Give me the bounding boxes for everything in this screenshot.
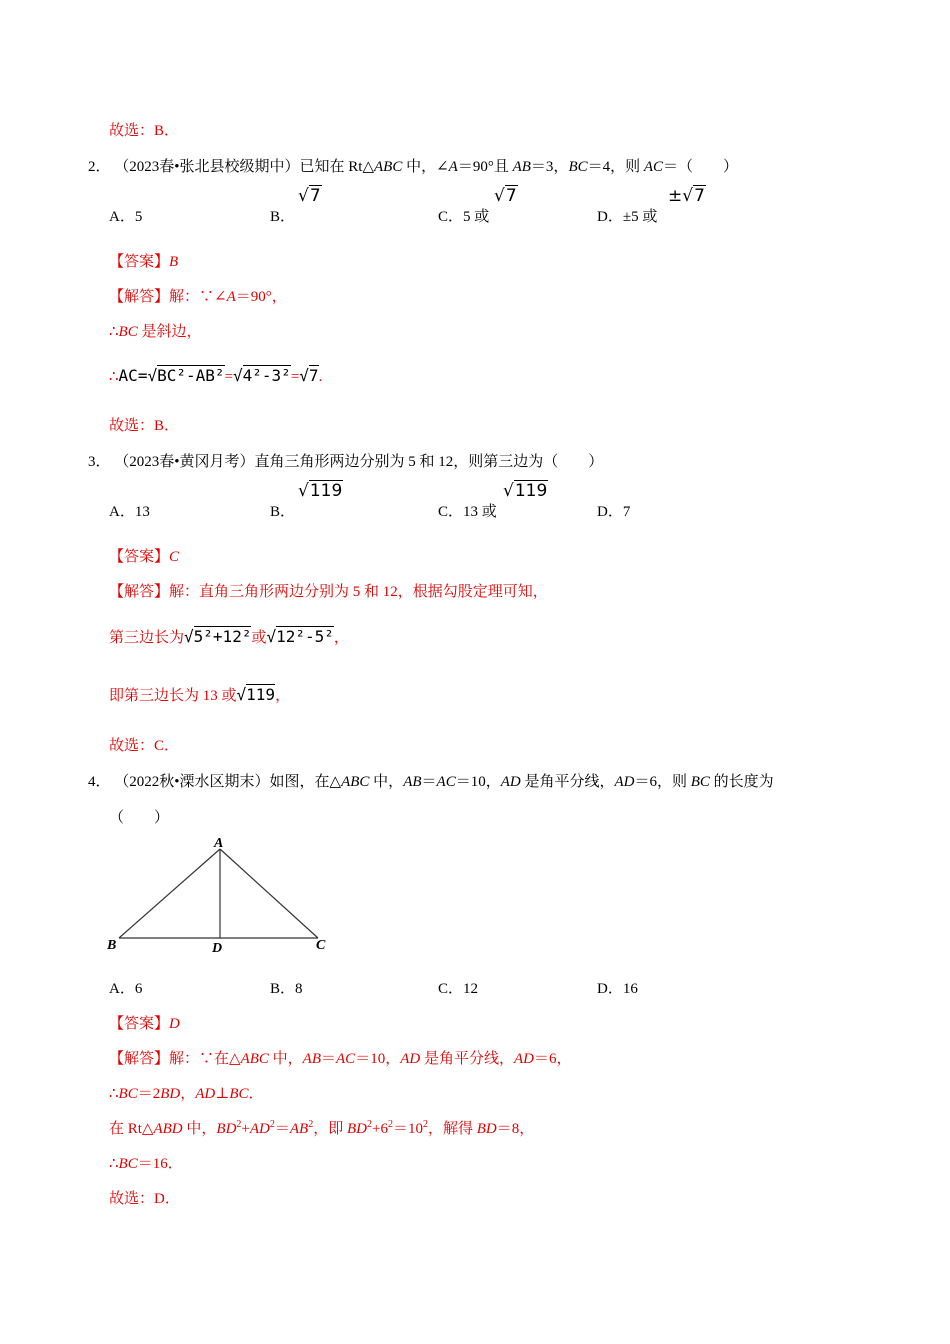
q2-source: （2023春•张北县校级期中） [114, 159, 300, 175]
label-c: C [316, 938, 326, 953]
q2-number: 2． [88, 159, 111, 175]
q4-option-c: C．12 [438, 981, 479, 997]
triangle-figure [100, 832, 340, 962]
q4-paren: （ ） [109, 810, 170, 826]
q3-analysis-2: 第三边长为√5²+12²或√12²-5²， [109, 627, 349, 646]
label-b: B [107, 938, 117, 953]
q4-analysis-4: ∴BC＝16． [109, 1156, 183, 1172]
q2-option-a: A．5 [109, 209, 143, 225]
q2-option-b-radical: √7 [298, 186, 321, 206]
q2-option-d-radical: ±√7 [668, 186, 705, 206]
label-a: A [214, 836, 224, 851]
q2-conclusion: 故选：B． [109, 418, 180, 434]
q3-stem: 3． （2023春•黄冈月考）直角三角形两边分别为 5 和 12，则第三边为（ ） [88, 454, 604, 470]
label-d: D [212, 941, 223, 956]
q2-analysis-2: ∴BC 是斜边， [109, 324, 202, 340]
q3-answer: 【答案】C [109, 549, 180, 565]
q2-option-c-radical: √7 [494, 186, 517, 206]
q4-option-b: B．8 [270, 981, 303, 997]
q3-option-c-radical: √119 [503, 481, 548, 501]
q3-option-b-radical: √119 [298, 481, 343, 501]
q4-analysis-3: 在 Rt△ABD 中，$BD^2+AD^2=AB^2$，即 $BD^2+6^2=10^2$，解得 BD＝8， [109, 1119, 535, 1137]
q3-option-c: C．13 或 [438, 504, 497, 520]
q3-analysis-1: 【解答】解：直角三角形两边分别为 5 和 12，根据勾股定理可知， [109, 584, 548, 600]
q2-option-d: D．±5 或 [597, 209, 658, 225]
q4-option-a: A．6 [109, 981, 143, 997]
q2-option-c: C．5 或 [438, 209, 490, 225]
side-ac [220, 849, 318, 938]
q3-analysis-3: 即第三边长为 13 或√119， [109, 685, 291, 704]
side-ab [119, 849, 220, 938]
q2-analysis-3: ∴AC=√BC²-AB²=√4²-3²=√7. [109, 366, 323, 385]
q3-option-b: B． [270, 504, 296, 520]
q4-option-d: D．16 [597, 981, 638, 997]
q2-stem: 2． （2023春•张北县校级期中）已知在 Rt△ABC 中，∠A＝90°且 AB＝3，BC＝4，则 AC＝（ ） [88, 159, 739, 175]
q2-analysis-1: 【解答】解：∵∠A＝90°， [109, 289, 287, 305]
q3-option-a: A．13 [109, 504, 150, 520]
q1-conclusion: 故选：B． [109, 123, 180, 139]
q4-answer: 【答案】D [109, 1016, 180, 1032]
q4-stem: 4． （2022秋•溧水区期末）如图，在△ABC 中，AB＝AC＝10，AD 是角平分线，AD＝6，则 BC 的长度为 [88, 774, 774, 790]
q3-option-d: D．7 [597, 504, 631, 520]
q3-conclusion: 故选：C． [109, 738, 180, 754]
q2-option-b: B． [270, 209, 296, 225]
q4-analysis-2: ∴BC＝2BD，AD⊥BC． [109, 1086, 264, 1102]
q2-answer: 【答案】B [109, 254, 179, 270]
q4-conclusion: 故选：D． [109, 1191, 180, 1207]
q4-analysis-1: 【解答】解：∵在△ABC 中，AB＝AC＝10，AD 是角平分线，AD＝6， [109, 1051, 572, 1067]
